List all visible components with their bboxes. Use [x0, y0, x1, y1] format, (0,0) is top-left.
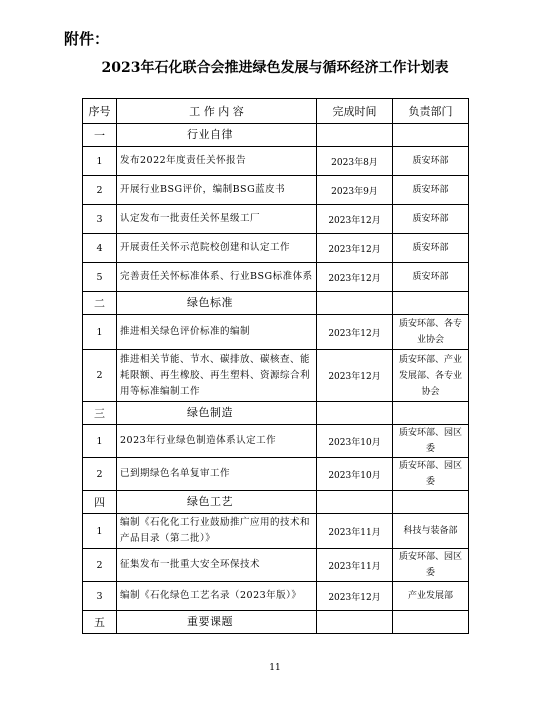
section-title: 绿色制造: [117, 402, 317, 425]
row-date: 2023年10月: [317, 425, 393, 458]
header-task: 工 作 内 容: [117, 99, 317, 124]
row-task: 认定发布一批责任关怀星级工厂: [117, 205, 317, 234]
section-date-cell: [317, 124, 393, 147]
section-title: 绿色工艺: [117, 491, 317, 514]
section-title: 绿色标准: [117, 292, 317, 315]
row-dept: 质安环部、园区委: [393, 458, 469, 491]
row-date: 2023年12月: [317, 263, 393, 292]
section-title: 重要课题: [117, 611, 317, 634]
row-task: 完善责任关怀标准体系、行业BSG标准体系: [117, 263, 317, 292]
table-row: [83, 315, 469, 350]
row-date: 2023年12月: [317, 582, 393, 611]
row-date: 2023年11月: [317, 549, 393, 582]
row-task: 征集发布一批重大安全环保技术: [117, 549, 317, 582]
section-date-cell: [317, 611, 393, 634]
row-dept: 质安环部: [393, 176, 469, 205]
row-date: 2023年12月: [317, 315, 393, 350]
table-header-row: [83, 99, 469, 124]
section-date-cell: [317, 292, 393, 315]
table-row: [83, 425, 469, 458]
row-number: 2: [83, 350, 117, 402]
document-title: 2023年石化联合会推进绿色发展与循环经济工作计划表: [101, 60, 449, 76]
row-date: 2023年10月: [317, 458, 393, 491]
table-row: [83, 458, 469, 491]
section-row: [83, 124, 469, 147]
row-number: 1: [83, 514, 117, 549]
row-date: 2023年12月: [317, 234, 393, 263]
row-dept: 质安环部、产业发展部、各专业协会: [393, 350, 469, 402]
row-task: 推进相关节能、节水、碳排放、碳核查、能耗限额、再生橡胶、再生塑料、资源综合利用等标准编制工作: [117, 350, 317, 402]
row-date: 2023年8月: [317, 147, 393, 176]
section-number: 二: [83, 292, 117, 315]
table-row: [83, 263, 469, 292]
row-number: 3: [83, 582, 117, 611]
row-task: 编制《石化化工行业鼓励推广应用的技术和产品目录（第二批）》: [117, 514, 317, 549]
row-number: 2: [83, 458, 117, 491]
row-number: 1: [83, 147, 117, 176]
row-number: 1: [83, 315, 117, 350]
table-row: [83, 582, 469, 611]
row-task: 编制《石化绿色工艺名录（2023年版）》: [117, 582, 317, 611]
table-row: [83, 234, 469, 263]
row-dept: 质安环部、园区委: [393, 425, 469, 458]
row-dept: 质安环部: [393, 234, 469, 263]
row-task: 开展责任关怀示范院校创建和认定工作: [117, 234, 317, 263]
row-dept: 质安环部、园区委: [393, 549, 469, 582]
row-task: 2023年行业绿色制造体系认定工作: [117, 425, 317, 458]
section-dept-cell: [393, 402, 469, 425]
section-row: [83, 292, 469, 315]
row-task: 开展行业BSG评价，编制BSG蓝皮书: [117, 176, 317, 205]
row-number: 1: [83, 425, 117, 458]
work-plan-table: [82, 98, 469, 634]
row-number: 2: [83, 176, 117, 205]
section-date-cell: [317, 402, 393, 425]
row-dept: 质安环部、各专业协会: [393, 315, 469, 350]
section-number: 五: [83, 611, 117, 634]
table-row: [83, 350, 469, 402]
row-number: 2: [83, 549, 117, 582]
section-dept-cell: [393, 292, 469, 315]
row-task: 已到期绿色名单复审工作: [117, 458, 317, 491]
section-row: [83, 402, 469, 425]
row-dept: 质安环部: [393, 263, 469, 292]
row-date: 2023年9月: [317, 176, 393, 205]
section-dept-cell: [393, 491, 469, 514]
row-dept: 质安环部: [393, 147, 469, 176]
section-number: 四: [83, 491, 117, 514]
header-date: 完成时间: [317, 99, 393, 124]
header-no: 序号: [83, 99, 117, 124]
row-date: 2023年12月: [317, 205, 393, 234]
table-row: [83, 205, 469, 234]
row-task: 推进相关绿色评价标准的编制: [117, 315, 317, 350]
row-task: 发布2022年度责任关怀报告: [117, 147, 317, 176]
row-date: 2023年11月: [317, 514, 393, 549]
section-number: 三: [83, 402, 117, 425]
section-row: [83, 491, 469, 514]
row-number: 5: [83, 263, 117, 292]
table-row: [83, 514, 469, 549]
section-number: 一: [83, 124, 117, 147]
page-number: 11: [269, 663, 281, 673]
row-date: 2023年12月: [317, 350, 393, 402]
section-row: [83, 611, 469, 634]
row-dept: 质安环部: [393, 205, 469, 234]
section-dept-cell: [393, 124, 469, 147]
table-row: [83, 176, 469, 205]
section-title: 行业自律: [117, 124, 317, 147]
header-dept: 负责部门: [393, 99, 469, 124]
row-dept: 产业发展部: [393, 582, 469, 611]
section-date-cell: [317, 491, 393, 514]
section-dept-cell: [393, 611, 469, 634]
row-dept: 科技与装备部: [393, 514, 469, 549]
table-row: [83, 147, 469, 176]
row-number: 4: [83, 234, 117, 263]
row-number: 3: [83, 205, 117, 234]
attachment-label: 附件：: [64, 30, 110, 48]
table-row: [83, 549, 469, 582]
